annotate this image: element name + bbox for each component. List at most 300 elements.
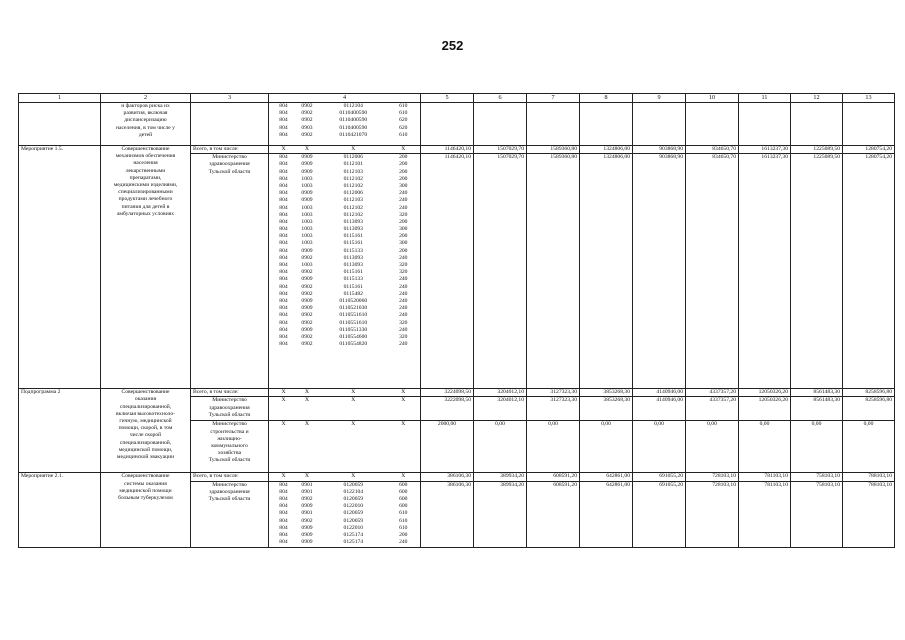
code-row [271, 183, 418, 190]
code-row [271, 255, 418, 262]
executor-line: Тульской области [208, 168, 251, 175]
value-cell: 389934,20 [474, 473, 527, 481]
expense-type-code: 600 [399, 495, 408, 502]
code-row [271, 320, 418, 327]
col-header: 10 [686, 94, 739, 103]
executor-line: коммунального [211, 443, 248, 450]
section-code: 0909 [301, 531, 313, 538]
code-row [271, 219, 418, 226]
expense-type-code: 200 [399, 161, 408, 168]
ministry-code: 804 [279, 297, 288, 304]
expense-type-code: 200 [399, 531, 408, 538]
value-cell: 642861,00 [580, 481, 633, 547]
measure-2-1-total-row [19, 473, 895, 481]
value-cell: 0,00 [791, 421, 843, 473]
executor-line: жилищно- [217, 435, 242, 442]
section-code: 0909 [301, 524, 313, 531]
value-cell: 389934,20 [474, 481, 527, 547]
col-header: 4 [269, 94, 421, 103]
code-row [271, 117, 418, 124]
description-line: медицинскими изделиями, [113, 182, 178, 189]
col-header: 6 [474, 94, 527, 103]
value-cell: 4337357,20 [686, 397, 739, 421]
x-mark: Х [351, 146, 356, 152]
value-cell: 8258596,80 [843, 389, 895, 397]
expense-type-code: 600 [399, 481, 408, 488]
ministry-code: 804 [279, 312, 288, 319]
executor-name [191, 421, 269, 473]
description-line: Совершенствование [121, 146, 170, 152]
expense-type-code: 240 [399, 305, 408, 312]
description-line: помощи, скорой, в том [118, 425, 173, 432]
expense-type-code: 320 [399, 319, 408, 326]
section-code: 0909 [301, 247, 313, 254]
expense-type-code: 620 [399, 124, 408, 131]
expense-type-code: 620 [399, 117, 408, 124]
executor-line: Министерство [212, 481, 247, 488]
code-row [271, 125, 418, 132]
expense-type-code: 200 [399, 175, 408, 182]
expense-type-code: 240 [399, 283, 408, 290]
col-header: 9 [633, 94, 686, 103]
ministry-code: 804 [279, 182, 288, 189]
target-article-code: 0122010 [343, 524, 364, 531]
budget-codes [269, 481, 421, 547]
target-article-code: 0125174 [343, 531, 364, 538]
ministry-code: 804 [279, 110, 288, 117]
x-mark: Х [401, 421, 406, 428]
value-cell: 3204012,10 [474, 397, 527, 421]
section-code: 1003 [301, 211, 313, 218]
value-cell: 386106,30 [421, 473, 474, 481]
executor-codes [269, 421, 421, 473]
target-article-code: 0110400590 [339, 117, 368, 124]
target-article-code: 0110554600 [339, 333, 368, 340]
executor-name [191, 397, 269, 421]
code-row [271, 532, 418, 539]
executor-line: Министерство [212, 397, 247, 404]
x-mark: Х [401, 473, 406, 480]
description-line: лекарственными [125, 167, 166, 174]
description-line: специализированной, [119, 439, 172, 446]
executor-name [191, 481, 269, 547]
ministry-code: 804 [279, 240, 288, 247]
target-article-code: 0115161 [343, 269, 363, 276]
target-article-code: 0115161 [343, 283, 363, 290]
measure-name: Мероприятие 2.1. [19, 473, 101, 547]
section-code: 0902 [301, 341, 313, 348]
value-cell: 642861,00 [580, 473, 633, 481]
continuation-description [101, 103, 191, 146]
value-cell: 3204012,10 [474, 389, 527, 397]
target-article-code: 0110400590 [339, 110, 368, 117]
section-code: 0902 [301, 312, 313, 319]
value-cell: 781103,10 [739, 481, 791, 547]
value-cell: 1613237,30 [739, 146, 791, 154]
description-line: медицинской эвакуации [116, 454, 175, 461]
executor-line: Министерство [212, 421, 247, 428]
target-article-code: 0113093 [343, 226, 363, 233]
section-code: 0909 [301, 326, 313, 333]
ministry-code: 804 [279, 326, 288, 333]
code-row [271, 269, 418, 276]
value-cell: 4140946,00 [633, 397, 686, 421]
description-line: гичную, медицинской [119, 418, 172, 425]
expense-type-code: 200 [399, 247, 408, 254]
section-code: 0909 [301, 161, 313, 168]
value-cell: 8258596,80 [843, 397, 895, 421]
description-line: препаратами, [129, 174, 162, 181]
expense-type-code: 320 [399, 333, 408, 340]
target-article-code: 0112006 [343, 190, 363, 197]
target-article-code: 0120059 [343, 495, 364, 502]
value-cell: 608591,20 [527, 473, 580, 481]
value-cell: 788103,10 [843, 481, 895, 547]
target-article-code: 0113093 [343, 262, 363, 269]
value-cell: 386106,30 [421, 481, 474, 547]
ministry-code: 804 [279, 524, 288, 531]
budget-codes [269, 154, 421, 389]
code-row [271, 226, 418, 233]
ministry-code: 804 [279, 161, 288, 168]
code-row [271, 248, 418, 255]
value-cell: 608591,20 [527, 481, 580, 547]
measure-name: Мероприятие 1.5. [19, 146, 101, 389]
value-cell: 903868,90 [633, 146, 686, 154]
budget-codes [269, 103, 421, 146]
section-code: 0902 [301, 269, 313, 276]
ministry-code: 804 [279, 517, 288, 524]
target-article-code: 0115161 [343, 233, 363, 240]
total-codes [269, 389, 421, 397]
executor-codes [269, 397, 421, 421]
value-cell: 903868,90 [633, 154, 686, 389]
ministry-code: 804 [279, 481, 288, 488]
section-code: 0902 [301, 290, 313, 297]
ministry-code: 804 [279, 154, 288, 161]
code-row [271, 312, 418, 319]
ministry-code: 804 [279, 211, 288, 218]
ministry-code: 804 [279, 131, 288, 138]
value-cell: 12050326,20 [739, 389, 791, 397]
ministry-code: 804 [279, 233, 288, 240]
description-line: медицинской помощи [119, 487, 172, 494]
x-mark: Х [304, 473, 310, 480]
col-header: 5 [421, 94, 474, 103]
code-row [271, 518, 418, 525]
col-header: 1 [19, 94, 101, 103]
code-row [271, 110, 418, 117]
description-line: больным туберкулезом [118, 495, 173, 502]
target-article-code: 0113093 [343, 254, 363, 261]
code-row [271, 334, 418, 341]
target-article-code: 0110521030 [339, 305, 368, 312]
code-row [271, 291, 418, 298]
description-line: Совершенствование [121, 389, 170, 396]
target-article-code: 0112102 [343, 175, 363, 182]
expense-type-code: 600 [399, 503, 408, 510]
expense-type-code: 240 [399, 290, 408, 297]
target-article-code: 0115133 [343, 247, 363, 254]
code-row [271, 262, 418, 269]
description-line: продуктами лечебного [118, 196, 173, 203]
ministry-code: 804 [279, 341, 288, 348]
expense-type-code: 300 [399, 240, 408, 247]
executor-line: Тульской области [208, 411, 251, 418]
ministry-code: 804 [279, 204, 288, 211]
section-code: 0902 [301, 254, 313, 261]
code-row [271, 233, 418, 240]
ministry-code: 804 [279, 305, 288, 312]
target-article-code: 0120059 [343, 517, 364, 524]
code-row [271, 276, 418, 283]
code-row [271, 212, 418, 219]
subprogram-name: Подпрограмма 2 [19, 389, 101, 473]
target-article-code: 0112103 [343, 197, 363, 204]
target-article-code: 0112104 [343, 103, 363, 109]
target-article-code: 0112103 [343, 168, 363, 175]
code-row [271, 190, 418, 197]
expense-type-code: 240 [399, 254, 408, 261]
ministry-code: 804 [279, 333, 288, 340]
target-article-code: 0122010 [343, 503, 364, 510]
value-cell: 1613237,30 [739, 154, 791, 389]
code-row [271, 489, 418, 496]
expense-type-code: 200 [399, 233, 408, 240]
expense-type-code: 320 [399, 269, 408, 276]
value-cell: 3127323,30 [527, 397, 580, 421]
target-article-code: 0112102 [343, 211, 363, 218]
target-article-code: 0115161 [343, 240, 363, 247]
ministry-code: 804 [279, 254, 288, 261]
col-header: 7 [527, 94, 580, 103]
expense-type-code: 610 [399, 131, 408, 138]
x-mark: Х [304, 397, 310, 404]
ministry-code: 804 [279, 124, 288, 131]
section-code: 0902 [301, 283, 313, 290]
section-code: 0902 [301, 517, 313, 524]
col-header: 12 [791, 94, 843, 103]
x-mark: Х [281, 389, 286, 396]
value-cell: 0,00 [527, 421, 580, 473]
target-article-code: 0110400590 [339, 124, 368, 131]
ministry-code: 804 [279, 103, 288, 109]
executor-line: здравоохранения [209, 488, 250, 495]
expense-type-code: 240 [399, 297, 408, 304]
description-line: Совершенствование [121, 473, 170, 480]
total-label: Всего, в том числе: [191, 389, 269, 397]
executor-line: Министерство [212, 154, 247, 161]
description-line: населения [133, 160, 158, 167]
value-cell: 8561483,30 [791, 397, 843, 421]
ministry-code: 804 [279, 531, 288, 538]
description-line: медицинской помощи, [118, 446, 173, 453]
value-cell: 788103,10 [843, 473, 895, 481]
description-line: населения, в том числе у [116, 124, 175, 131]
section-code: 1003 [301, 204, 313, 211]
value-cell: 0,00 [633, 421, 686, 473]
value-cell: 1225089,50 [791, 154, 843, 389]
target-article-code: 0110551330 [339, 326, 368, 333]
expense-type-code: 320 [399, 211, 408, 218]
value-cell: 3853268,30 [580, 389, 633, 397]
value-cell: 4337357,20 [686, 389, 739, 397]
target-article-code: 0112102 [343, 182, 363, 189]
expense-type-code: 610 [399, 103, 408, 109]
x-mark: Х [304, 389, 310, 396]
ministry-code: 804 [279, 262, 288, 269]
expense-type-code: 320 [399, 262, 408, 269]
code-row [271, 341, 418, 348]
section-code: 0903 [301, 124, 313, 131]
expense-type-code: 610 [399, 517, 408, 524]
value-cell: 1324806,00 [580, 146, 633, 154]
section-code: 0902 [301, 117, 313, 124]
value-cell: 1507029,70 [474, 146, 527, 154]
target-article-code: 0113093 [343, 218, 363, 225]
header-row [19, 94, 895, 103]
value-cell: 0,00 [739, 421, 791, 473]
expense-type-code: 240 [399, 276, 408, 283]
section-code: 0909 [301, 168, 313, 175]
code-row [271, 176, 418, 183]
ministry-code: 804 [279, 488, 288, 495]
value-cell: 728103,10 [686, 481, 739, 547]
col-header: 13 [843, 94, 895, 103]
description-line: питания для детей в [121, 203, 170, 210]
code-row [271, 161, 418, 168]
value-cell: 0,00 [580, 421, 633, 473]
value-cell: 1146420,10 [421, 146, 474, 154]
value-cell: 3224098,50 [421, 389, 474, 397]
value-cell: 1225089,50 [791, 146, 843, 154]
ministry-code: 804 [279, 218, 288, 225]
section-code: 0909 [301, 154, 313, 161]
target-article-code: 0110520060 [339, 297, 368, 304]
value-cell: 12050326,20 [739, 397, 791, 421]
description-line: развития, включая [123, 110, 168, 117]
section-code: 0902 [301, 103, 313, 109]
value-cell: 1146420,10 [421, 154, 474, 389]
code-row [271, 482, 418, 489]
expense-type-code: 240 [399, 341, 408, 348]
section-code: 0909 [301, 276, 313, 283]
executor-line: Тульской области [208, 457, 251, 464]
value-cell: 758103,10 [791, 481, 843, 547]
section-code: 0909 [301, 305, 313, 312]
ministry-code: 804 [279, 276, 288, 283]
section-code: 1003 [301, 240, 313, 247]
target-article-code: 0110421070 [339, 131, 368, 138]
section-code: 0909 [301, 297, 313, 304]
value-cell: 1280754,20 [843, 154, 895, 389]
subprogram-2-total-row [19, 389, 895, 397]
section-code: 1003 [301, 182, 313, 189]
target-article-code: 0122104 [343, 488, 364, 495]
description-line: числе скорой [129, 432, 162, 439]
value-cell: 834650,70 [686, 154, 739, 389]
expense-type-code: 240 [399, 190, 408, 197]
code-row [271, 327, 418, 334]
code-row [271, 132, 418, 139]
code-row [271, 305, 418, 312]
expense-type-code: 600 [399, 488, 408, 495]
target-article-code: 0110551610 [339, 312, 368, 319]
description-line: амбулаторных условиях [116, 210, 175, 217]
value-cell: 834650,70 [686, 146, 739, 154]
expense-type-code: 240 [399, 197, 408, 204]
measure-description [101, 146, 191, 389]
value-cell: 0,00 [474, 421, 527, 473]
executor-line: здравоохранения [209, 404, 250, 411]
target-article-code: 0120059 [343, 481, 364, 488]
total-codes [269, 146, 421, 154]
ministry-code: 804 [279, 495, 288, 502]
expense-type-code: 240 [399, 312, 408, 319]
total-label: Всего, в том числе: [191, 473, 269, 481]
x-mark: Х [351, 421, 356, 428]
ministry-code: 804 [279, 197, 288, 204]
value-cell: 1589360,80 [527, 154, 580, 389]
section-code: 1003 [301, 262, 313, 269]
description-line: включая высокотехноло- [115, 410, 176, 417]
code-row [271, 240, 418, 247]
description-line: специализированной, [119, 403, 172, 410]
target-article-code: 0110554820 [339, 341, 368, 348]
section-code: 1003 [301, 226, 313, 233]
section-code: 1003 [301, 218, 313, 225]
ministry-code: 804 [279, 319, 288, 326]
ministry-code: 804 [279, 168, 288, 175]
col-header: 11 [739, 94, 791, 103]
measure-1-5-total-row [19, 146, 895, 154]
target-article-code: 0110551610 [339, 319, 368, 326]
total-codes [269, 473, 421, 481]
executor-line: хозяйства [217, 450, 242, 457]
value-cell: 1507029,70 [474, 154, 527, 389]
ministry-code: 804 [279, 503, 288, 510]
expense-type-code: 200 [399, 154, 408, 161]
value-cell: 2000,00 [421, 421, 474, 473]
code-row [271, 284, 418, 291]
ministry-code: 804 [279, 510, 288, 517]
section-code: 0901 [301, 481, 313, 488]
section-code: 0909 [301, 190, 313, 197]
target-article-code: 0125174 [343, 539, 364, 546]
value-cell: 691055,20 [633, 473, 686, 481]
executor-line: Тульской области [208, 496, 251, 503]
expense-type-code: 610 [399, 110, 408, 117]
section-code: 0902 [301, 333, 313, 340]
x-mark: Х [281, 473, 286, 480]
total-label: Всего, в том числе: [191, 146, 269, 154]
expense-type-code: 240 [399, 326, 408, 333]
page-number: 252 [441, 38, 464, 53]
expense-type-code: 200 [399, 168, 408, 175]
section-code: 0902 [301, 110, 313, 117]
x-mark: Х [401, 146, 406, 152]
ministry-code: 804 [279, 269, 288, 276]
subprogram-description [101, 389, 191, 473]
code-row [271, 539, 418, 546]
x-mark: Х [351, 473, 356, 480]
description-line: диспансеризацию [124, 117, 167, 124]
target-article-code: 0112006 [343, 154, 363, 161]
description-line: оказания [134, 396, 157, 403]
continuation-row [19, 103, 895, 146]
col-header: 8 [580, 94, 633, 103]
expense-type-code: 300 [399, 182, 408, 189]
